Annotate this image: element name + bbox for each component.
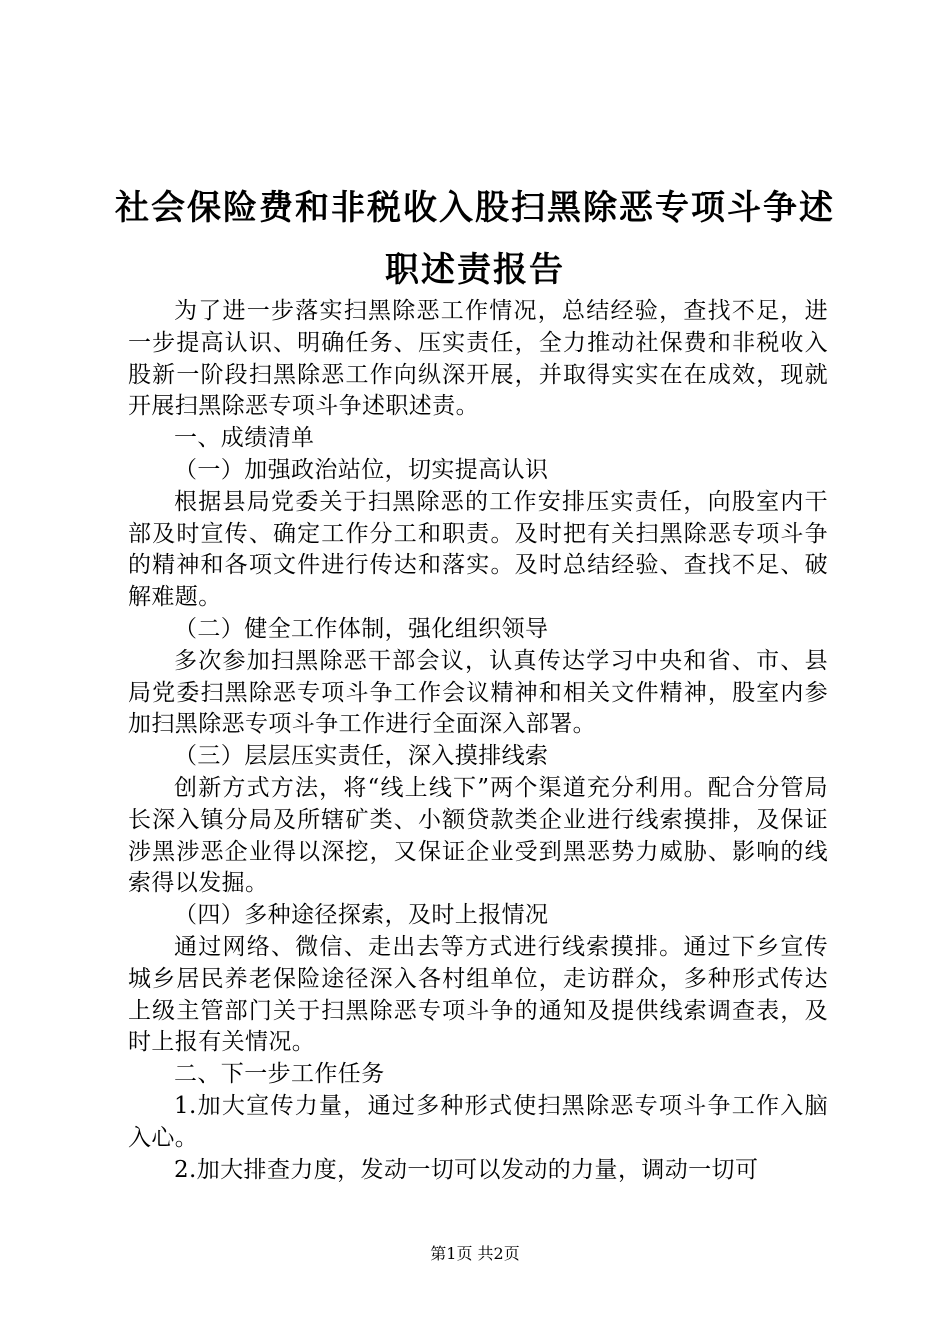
- body-paragraph: 创新方式方法，将“线上线下”两个渠道充分利用。配合分管局长深入镇分局及所辖矿类、小额贷款类企业进行线索摸排，及保证涉黑涉恶企业得以深挖，又保证企业受到黑恶势力威胁、影响的线索得以发掘。: [128, 774, 828, 897]
- body-paragraph: 通过网络、微信、走出去等方式进行线索摸排。通过下乡宣传城乡居民养老保险途径深入各村组单位，走访群众，多种形式传达上级主管部门关于扫黑除恶专项斗争的通知及提供线索调查表，及时上报有关情况。: [128, 933, 828, 1056]
- document-title-line-1: 社会保险费和非税收入股扫黑除恶专项斗争述: [115, 188, 835, 228]
- subheading-reporting: （四）多种途径探索，及时上报情况: [174, 902, 549, 929]
- subheading-work-system: （二）健全工作体制，强化组织领导: [174, 615, 549, 642]
- body-paragraph: 根据县局党委关于扫黑除恶的工作安排压实责任，向股室内干部及时宣传、确定工作分工和职责。及时把有关扫黑除恶专项斗争的精神和各项文件进行传达和落实。及时总结经验、查找不足、破解难题。: [128, 488, 828, 611]
- task-item: 2.加大排查力度，发动一切可以发动的力量，调动一切可: [174, 1156, 759, 1183]
- page-footer: 第1页 共2页: [430, 1244, 520, 1263]
- body-paragraph: 多次参加扫黑除恶干部会议，认真传达学习中央和省、市、县局党委扫黑除恶专项斗争工作会议精神和相关文件精神，股室内参加扫黑除恶专项斗争工作进行全面深入部署。: [128, 647, 828, 738]
- section-heading-achievements: 一、成绩清单: [174, 425, 315, 452]
- subheading-responsibility: （三）层层压实责任，深入摸排线索: [174, 743, 549, 770]
- section-heading-next-tasks: 二、下一步工作任务: [174, 1061, 385, 1088]
- document-title-line-2: 职述责报告: [385, 250, 565, 290]
- document-body: [128, 296, 828, 1186]
- subheading-political-stance: （一）加强政治站位，切实提高认识: [174, 456, 549, 483]
- intro-paragraph: 为了进一步落实扫黑除恶工作情况，总结经验，查找不足，进一步提高认识、明确任务、压实责任，全力推动社保费和非税收入股新一阶段扫黑除恶工作向纵深开展，并取得实实在在成效，现就开展扫黑除恶专项斗争述职述责。: [128, 298, 828, 420]
- task-item: 1.加大宣传力量，通过多种形式使扫黑除恶专项斗争工作入脑入心。: [128, 1092, 828, 1151]
